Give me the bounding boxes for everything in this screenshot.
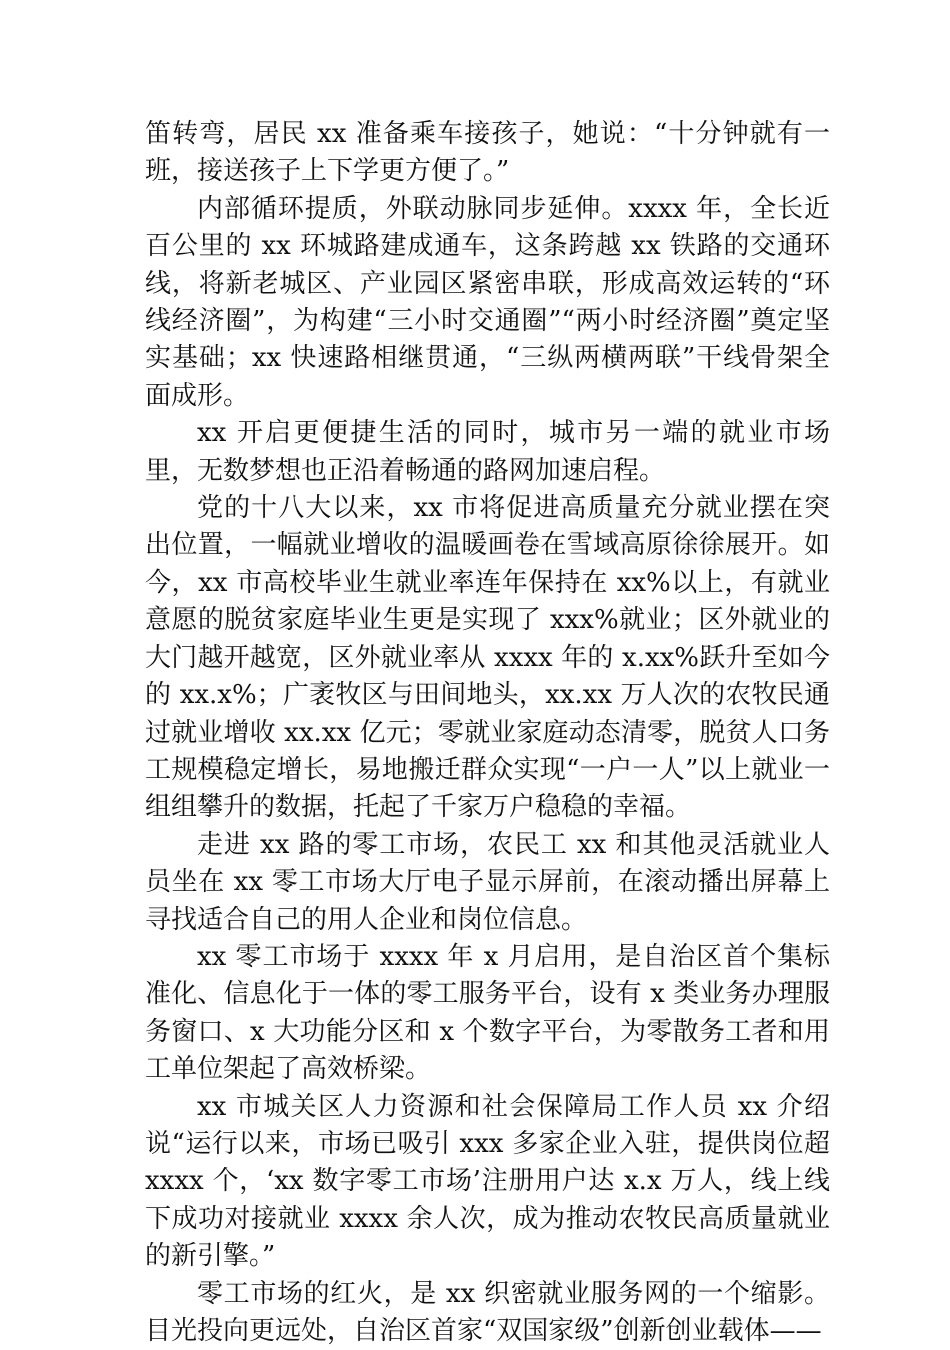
paragraph-official-quote: xx 市城关区人力资源和社会保障局工作人员 xx 介绍说“运行以来，市场已吸引 xxx 多家企业入驻，提供岗位超 xxxx 个，‘xx 数字零工市场’注册用户达 x.x 万人，线上线下成功对接就业 xxxx 余人次，成为推动农牧民高质量就业的新引擎。” xyxy=(145,1091,830,1272)
paragraph-gig-market-visit: 走进 xx 路的零工市场，农民工 xx 和其他灵活就业人员坐在 xx 零工市场大厅电子显示屏前，在滚动播出屏幕上寻找适合自己的用人企业和岗位信息。 xyxy=(145,829,830,935)
paragraph-employment-stats: 党的十八大以来，xx 市将促进高质量充分就业摆在突出位置，一幅就业增收的温暖画卷在雪域高原徐徐展开。如今，xx 市高校毕业生就业率连年保持在 xx%以上，有就业意愿的脱贫家庭毕业生更是实现了 xxx%就业；区外就业的大门越开越宽，区外就业率从 xxxx 年的 x.xx%跃升至如今的 xx.x%；广袤牧区与田间地头，xx.xx 万人次的农牧民通过就业增收 xx.xx 亿元；零就业家庭动态清零，脱贫人口务工规模稳定增长，易地搬迁群众实现“一户一人”以上就业一组组攀升的数据，托起了千家万户稳稳的幸福。 xyxy=(145,493,830,823)
paragraph-service-network: 零工市场的红火，是 xx 织密就业服务网的一个缩影。目光投向更远处，自治区首家“双国家级”创新创业载体—— xyxy=(145,1278,830,1346)
document-body xyxy=(145,116,830,1350)
paragraph-gig-market-launch: xx 零工市场于 xxxx 年 x 月启用，是自治区首个集标准化、信息化于一体的零工服务平台，设有 x 类业务办理服务窗口、x 大功能分区和 x 个数字平台，为零散务工者和用工单位架起了高效桥梁。 xyxy=(145,941,830,1085)
paragraph-ring-road: 内部循环提质，外联动脉同步延伸。xxxx 年，全长近百公里的 xx 环城路建成通车，这条跨越 xx 铁路的交通环线，将新老城区、产业园区紧密串联，形成高效运转的“环线经济圈”，为构建“三小时交通圈”“两小时经济圈”奠定坚实基础；xx 快速路相继贯通，“三纵两横两联”干线骨架全面成形。 xyxy=(145,193,830,411)
paragraph-job-market-intro: xx 开启更便捷生活的同时，城市另一端的就业市场里，无数梦想也正沿着畅通的路网加速启程。 xyxy=(145,418,830,486)
paragraph-continuation: 笛转弯，居民 xx 准备乘车接孩子，她说：“十分钟就有一班，接送孩子上下学更方便了。” xyxy=(145,119,830,187)
